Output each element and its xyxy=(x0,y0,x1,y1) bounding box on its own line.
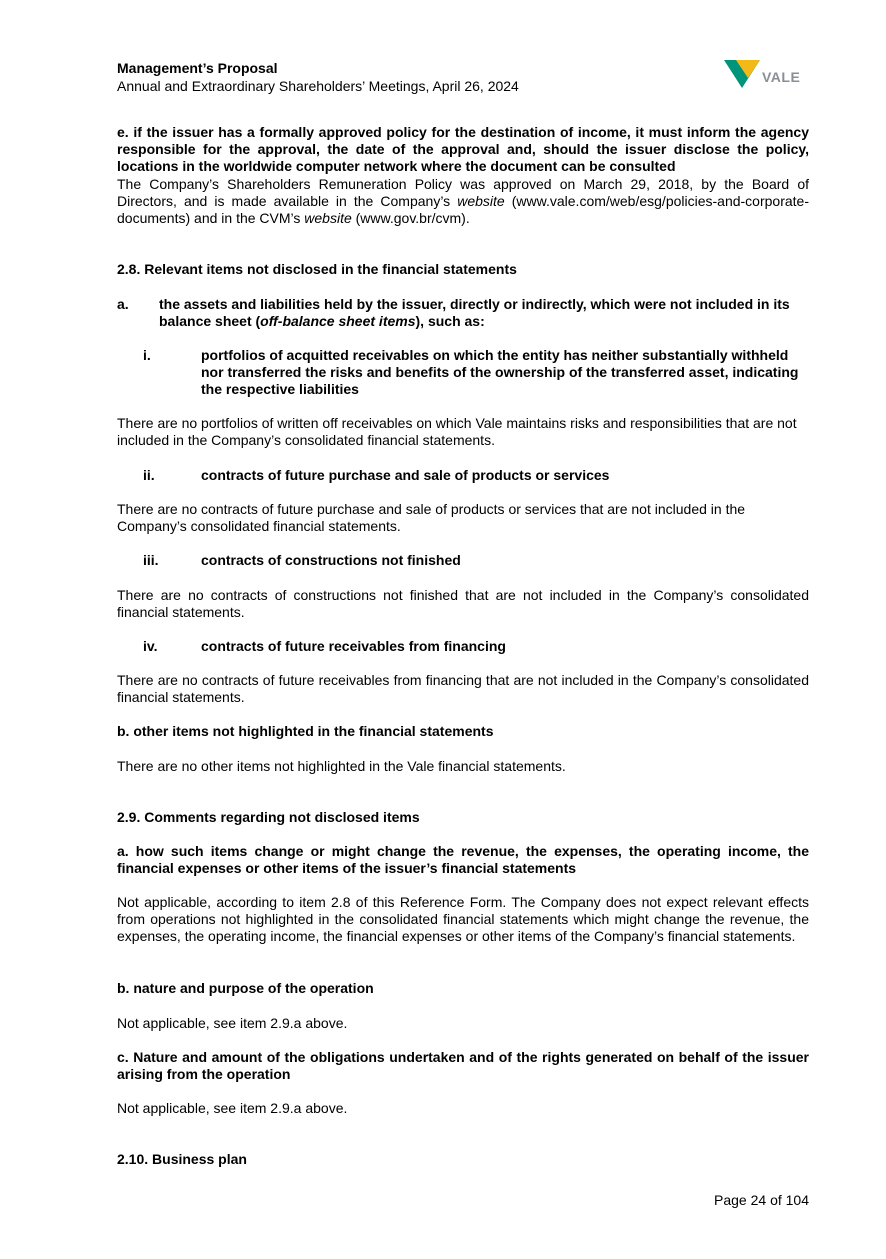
sub-item-text: portfolios of acquitted receivables on which the entity has neither substantially withheld nor transferred the risks and benefits of the ownership of the transferred asset, indicating the respective liabilities xyxy=(201,347,799,397)
item-a-text-part: ), such as: xyxy=(415,313,485,329)
item-b-heading: b. other items not highlighted in the financial statements xyxy=(117,723,494,739)
sub-item-label: ii. xyxy=(143,467,155,483)
sub-item-answer: There are no contracts of future receivables from financing that are not included in the Company’s consolidated financial statements. xyxy=(117,672,809,705)
section-2-9-heading: 2.9. Comments regarding not disclosed items xyxy=(117,809,420,825)
section-e-heading: e. if the issuer has a formally approved policy for the destination of income, it must inform the agency responsible for the approval, the date of the approval and, should the issuer disclose the policy, locations in the worldwide computer network where the document can be consulted xyxy=(117,124,809,174)
document-title: Management’s Proposal xyxy=(117,60,278,76)
section-2-9-c-heading: c. Nature and amount of the obligations undertaken and of the rights generated on behalf of the issuer arising from the operation xyxy=(117,1049,809,1082)
vale-logo-mark-icon xyxy=(722,56,762,90)
section-e-body-text: (www.gov.br/cvm). xyxy=(351,210,470,226)
section-e-body-emphasis: website xyxy=(304,210,352,226)
sub-item-label: iii. xyxy=(143,552,159,568)
section-2-9-a-heading: a. how such items change or might change the revenue, the expenses, the operating income, the financial expenses or other items of the issuer’s financial statements xyxy=(117,843,809,876)
page-number: Page 24 of 104 xyxy=(714,1192,809,1208)
item-a-text-part: the assets and liabilities held by the issuer, directly or indirectly, which were not included in its balance sheet ( xyxy=(159,296,790,329)
section-e-body xyxy=(117,176,809,227)
sub-item-answer: There are no contracts of future purchase and sale of products or services that are not included in the Company’s consolidated financial statements. xyxy=(117,501,746,534)
section-2-9-c-answer: Not applicable, see item 2.9.a above. xyxy=(117,1100,348,1116)
vale-logo-text: VALE xyxy=(762,69,801,85)
section-2-8-heading: 2.8. Relevant items not disclosed in the financial statements xyxy=(117,261,517,277)
sub-item-label: iv. xyxy=(143,638,158,654)
vale-logo xyxy=(722,56,804,94)
sub-item-answer: There are no contracts of constructions not finished that are not included in the Company’s consolidated financial statements. xyxy=(117,587,809,620)
sub-item-label: i. xyxy=(143,347,151,363)
section-2-9-b-answer: Not applicable, see item 2.9.a above. xyxy=(117,1015,348,1031)
sub-item-text: contracts of constructions not finished xyxy=(201,552,461,568)
sub-item-answer: There are no portfolios of written off receivables on which Vale maintains risks and responsibilities that are not included in the Company’s consolidated financial statements. xyxy=(117,415,797,448)
sub-item-text: contracts of future receivables from financing xyxy=(201,638,506,654)
section-e-body-text: (www.vale.com/web/esg/policies-and-corporate-documents) and in the CVM’s xyxy=(117,193,809,226)
section-e-body-text: The Company’s Shareholders Remuneration Policy was approved on March 29, 2018, by the Board of Directors, and is made available in the Company’s xyxy=(117,176,809,209)
item-a-text-emphasis: off-balance sheet items xyxy=(260,313,416,329)
document-subtitle: Annual and Extraordinary Shareholders’ Meetings, April 26, 2024 xyxy=(117,78,519,94)
item-a-text xyxy=(159,296,809,330)
section-2-9-a-answer: Not applicable, according to item 2.8 of this Reference Form. The Company does not expect relevant effects from operations not highlighted in the consolidated financial statements which might change the revenue, the expenses, the operating income, the financial expenses or other items of the Company’s financial statements. xyxy=(117,894,809,944)
item-a-label: a. xyxy=(117,296,129,312)
section-e-body-emphasis: website xyxy=(457,193,505,209)
section-2-10-heading: 2.10. Business plan xyxy=(117,1151,247,1167)
item-b-answer: There are no other items not highlighted in the Vale financial statements. xyxy=(117,758,566,774)
section-2-9-b-heading: b. nature and purpose of the operation xyxy=(117,980,374,996)
sub-item-text: contracts of future purchase and sale of products or services xyxy=(201,467,610,483)
